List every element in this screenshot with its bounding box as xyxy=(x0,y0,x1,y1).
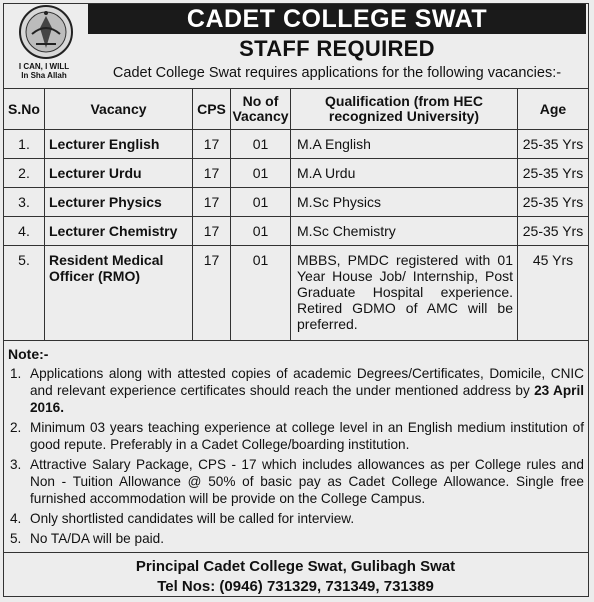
note-number: 4. xyxy=(10,511,22,526)
note-number: 2. xyxy=(10,420,22,435)
col-header-age: Age xyxy=(518,89,589,130)
note-item xyxy=(8,456,584,507)
cell-age: 25-35 Yrs xyxy=(518,130,589,159)
cell-vacancy: Lecturer Chemistry xyxy=(45,217,193,246)
cell-age: 25-35 Yrs xyxy=(518,188,589,217)
note-item xyxy=(8,510,584,527)
cell-cps: 17 xyxy=(193,188,231,217)
motto-line-1: I CAN, I WILL xyxy=(18,62,70,71)
motto-line-2: In Sha Allah xyxy=(21,71,67,80)
cell-cps: 17 xyxy=(193,246,231,341)
note-item xyxy=(8,530,584,547)
col-header-vacancy: Vacancy xyxy=(45,89,193,130)
note-text-body: Applications along with attested copies of academic Degrees/Certificates, Domicile, CNIC and relevant experience certificates should reach the under mentioned address by xyxy=(30,366,584,398)
cell-age: 25-35 Yrs xyxy=(518,159,589,188)
cell-age: 25-35 Yrs xyxy=(518,217,589,246)
cell-cps: 17 xyxy=(193,217,231,246)
col-header-cps: CPS xyxy=(193,89,231,130)
college-crest-icon xyxy=(18,4,74,60)
deadline-date: 23 April 2016. xyxy=(30,383,585,415)
table-row xyxy=(4,159,589,188)
cell-sno: 1. xyxy=(4,130,45,159)
cell-sno: 5. xyxy=(4,246,45,341)
cell-sno: 3. xyxy=(4,188,45,217)
note-number: 3. xyxy=(10,457,22,472)
cell-count: 01 xyxy=(231,217,291,246)
cell-count: 01 xyxy=(231,188,291,217)
table-row xyxy=(4,217,589,246)
cell-qualification: M.Sc Physics xyxy=(291,188,518,217)
col-header-qualification: Qualification (from HEC recognized University) xyxy=(291,89,518,130)
cell-vacancy: Lecturer English xyxy=(45,130,193,159)
table-header-row xyxy=(4,89,589,130)
table-row xyxy=(4,188,589,217)
cell-sno: 4. xyxy=(4,217,45,246)
college-logo xyxy=(4,4,84,86)
cell-count: 01 xyxy=(231,130,291,159)
note-item xyxy=(8,419,584,453)
note-text xyxy=(30,365,584,416)
footer-address: Principal Cadet College Swat, Gulibagh Swat xyxy=(135,558,456,575)
note-text: Attractive Salary Package, CPS - 17 which includes allowances as per College rules and Non - Tuition Allowance @ 50% of basic pay as Cadet College Allowance. Single free furnished accommodation will be provide on the College Campus. xyxy=(30,457,584,506)
cell-vacancy: Lecturer Physics xyxy=(45,188,193,217)
contact-footer xyxy=(3,552,588,597)
cell-vacancy: Lecturer Urdu xyxy=(45,159,193,188)
note-text: No TA/DA will be paid. xyxy=(30,531,164,546)
note-text: Minimum 03 years teaching experience at college level in an English medium institution of good repute. Preferably in a Cadet College/boarding institution. xyxy=(30,420,584,452)
cell-age: 45 Yrs xyxy=(518,246,589,341)
note-number: 1. xyxy=(10,366,22,381)
page-subtitle: STAFF REQUIRED xyxy=(239,36,435,61)
cell-vacancy: Resident Medical Officer (RMO) xyxy=(45,246,193,341)
cell-qualification: MBBS, PMDC registered with 01 Year House Job/ Internship, Post Graduate Hospital experience. Retired GDMO of AMC will be preferred. xyxy=(291,246,518,341)
notes-heading: Note:- xyxy=(8,346,49,362)
cell-cps: 17 xyxy=(193,159,231,188)
table-row xyxy=(4,130,589,159)
cell-qualification: M.A Urdu xyxy=(291,159,518,188)
cell-sno: 2. xyxy=(4,159,45,188)
col-header-sno: S.No xyxy=(4,89,45,130)
note-text: Only shortlisted candidates will be called for interview. xyxy=(30,511,355,526)
notes-section xyxy=(8,346,584,550)
page-title: CADET COLLEGE SWAT xyxy=(88,4,586,34)
cell-cps: 17 xyxy=(193,130,231,159)
note-number: 5. xyxy=(10,531,22,546)
col-header-no-of-vacancy: No of Vacancy xyxy=(231,89,291,130)
note-item xyxy=(8,365,584,416)
cell-count: 01 xyxy=(231,246,291,341)
vacancy-table xyxy=(3,88,589,341)
cell-qualification: M.Sc Chemistry xyxy=(291,217,518,246)
intro-text: Cadet College Swat requires applications for the following vacancies:- xyxy=(112,65,562,81)
footer-phone: Tel Nos: (0946) 731329, 731349, 731389 xyxy=(157,578,434,595)
cell-qualification: M.A English xyxy=(291,130,518,159)
table-row xyxy=(4,246,589,341)
cell-count: 01 xyxy=(231,159,291,188)
